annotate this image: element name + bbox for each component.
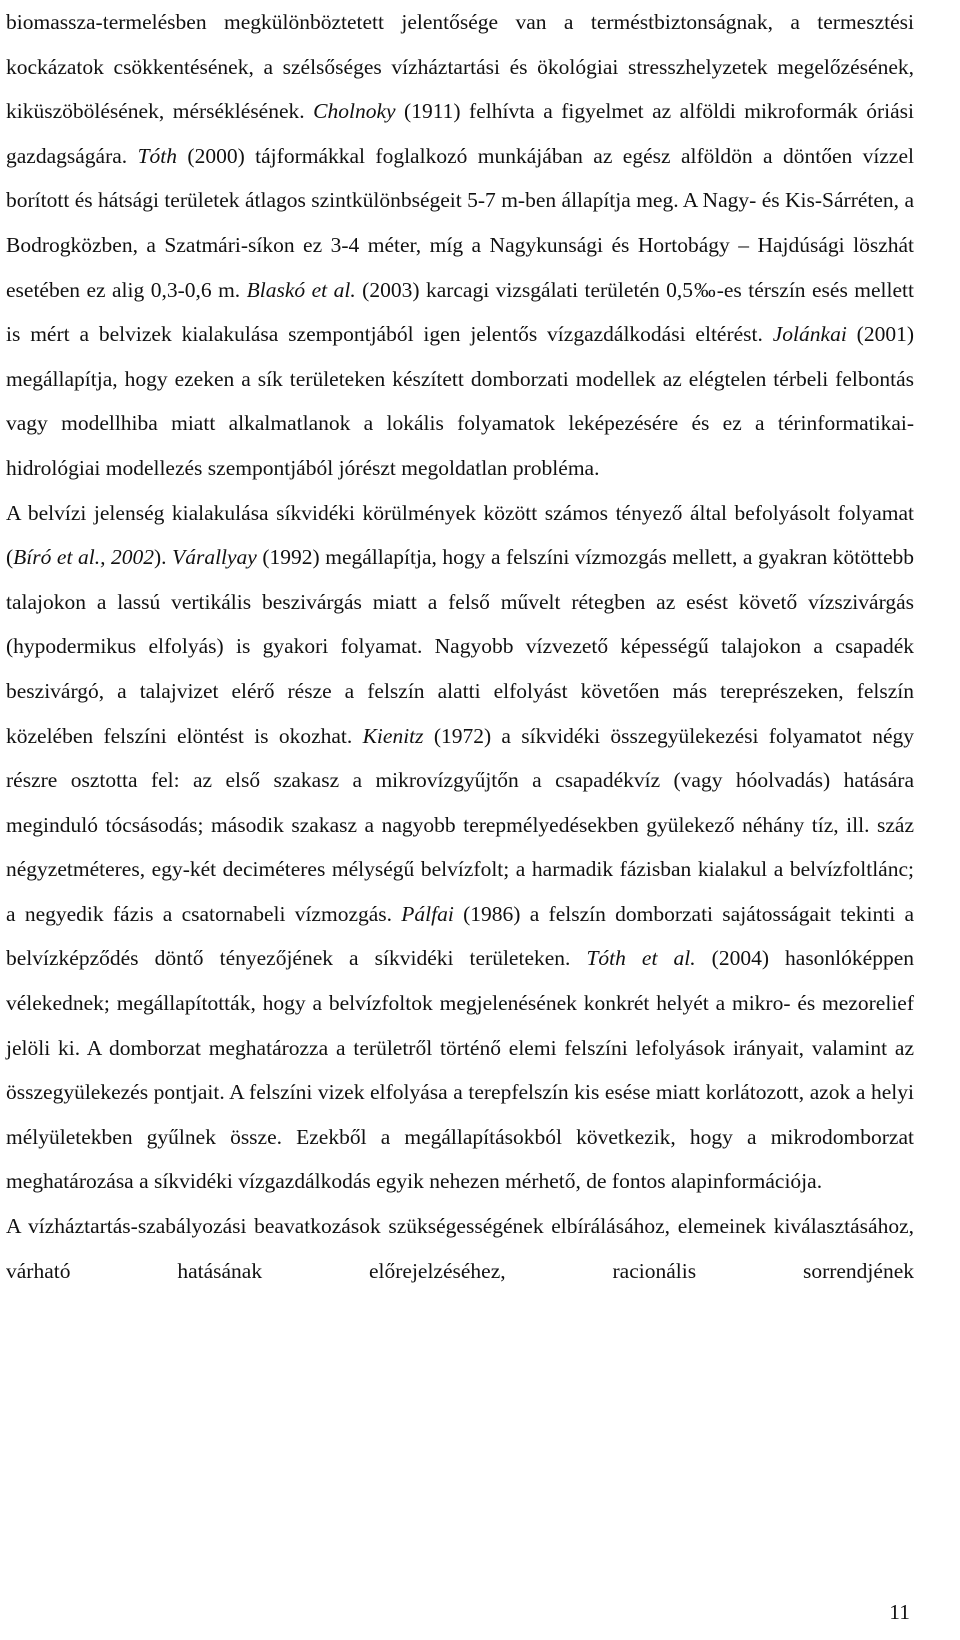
paragraph-text: (2001) megállapítja, hogy ezeken a sík területeken készített domborzati modellek az elégtelen térbeli felbontás vagy modellhiba miatt alkalmatlanok a lokális folyamatok leképezésére és ez a térinformatikai-hidrológiai modellezés szempontjából jórészt megoldatlan probléma. [6,322,915,480]
paragraph-text: (2000) tájformákkal foglalkozó munkájában az egész alföldön a döntően vízzel borított és hátsági területek átlagos szintkülönbségeit 5-7 m-ben állapítja meg. A Nagy- és Kis-Sárréten, a Bodrogközben, a Szatmári-síkon ez 3-4 méter, míg a Nagykunsági és Hortobágy – Hajdúsági löszhát esetében ez alig 0,3-0,6 m. [6,143,914,302]
citation-author: Kienitz [362,723,424,748]
paragraph-text: (1972) a síkvidéki összegyülekezési folyamatot négy részre osztotta fel: az első szakasz a mikrovízgyűjtőn a csapadékvíz (vagy hóolvadás) hatására meginduló tócsásodás; második szakasz a nagyobb terepmélyedésekben gyülekező néhány tíz, ill. száz négyzetméteres, egy-két deciméteres mélységű belvízfolt; a harmadik fázisban kialakul a belvízfoltlánc; a negyedik fázis a csatornabeli vízmozgás. [6,723,914,926]
citation-author: Pálfai [401,901,454,926]
paragraph-text: (1911) felhívta a figyelmet az alföldi mikroformák óriási gazdagságára. [6,99,914,168]
paragraph-text: biomassza-termelésben megkülönböztetett jelentősége van a terméstbiztonságnak, a termesztési kockázatok csökkentésének, a szélsőséges vízháztartási és ökológiai stresszhelyzetek megelőzésének, kiküszöbölésének, mérséklésének. [6,10,914,124]
paragraph [6,491,914,1205]
paragraph [6,0,914,491]
citation-author: Bíró et al., 2002 [13,545,154,570]
paragraph-text: (1986) a felszín domborzati sajátosságait tekinti a belvízképződés döntő tényezőjének a síkvidéki területeken. [6,901,914,971]
citation-author: Jolánkai [772,322,847,347]
citation-author: Cholnoky [313,99,396,124]
page-number: 11 [889,1600,910,1624]
paragraph-text: ). [153,545,173,570]
paragraph-text: A belvízi jelenség kialakulása síkvidéki körülmények között számos tényező által befolyásolt folyamat ( [6,500,914,570]
citation-author: Várallyay [172,545,257,570]
paragraph [6,1204,914,1293]
citation-author: Blaskó et al. [246,277,356,302]
citation-author: Tóth [137,143,178,168]
paragraph-text: A vízháztartás-szabályozási beavatkozások szükségességének elbírálásához, elemeinek kiválasztásához, várható hatásának előrejelzéséhez, racionális sorrendjének [6,1214,914,1283]
citation-author: Tóth et al. [586,946,696,971]
paragraph-text: (2004) hasonlóképpen vélekednek; megállapították, hogy a belvízfoltok megjelenésének konkrét helyét a mikro- és mezorelief jelöli ki. A domborzat meghatározza a területről történő elemi felszíni lefolyások irányait, valamint az összegyülekezés pontjait. A felszíni vizek elfolyása a terepfelszín kis esése miatt korlátozott, azok a helyi mélyületekben gyűlnek össze. Ezekből a megállapításokból következik, hogy a mikrodomborzat meghatározása a síkvidéki vízgazdálkodás egyik nehezen mérhető, de fontos alapinformációja. [6,946,914,1194]
paragraph-text: (2003) karcagi vizsgálati területén 0,5‰-es térszín esés mellett is mért a belvizek kialakulása szempontjából igen jelentős vízgazdálkodási eltérést. [6,277,914,347]
paragraph-text: (1992) megállapítja, hogy a felszíni vízmozgás mellett, a gyakran kötöttebb talajokon a lassú vertikális beszivárgás miatt a felső művelt rétegben az esést követő vízszivárgás (hypodermikus elfolyás) is gyakori folyamat. Nagyobb vízvezető képességű talajokon a csapadék beszivárgó, a talajvizet elérő része a felszín alatti elfolyást követően más tereprészeken, felszín közelében felszíni elöntést is okozhat. [6,545,914,748]
document-page [6,0,914,1640]
